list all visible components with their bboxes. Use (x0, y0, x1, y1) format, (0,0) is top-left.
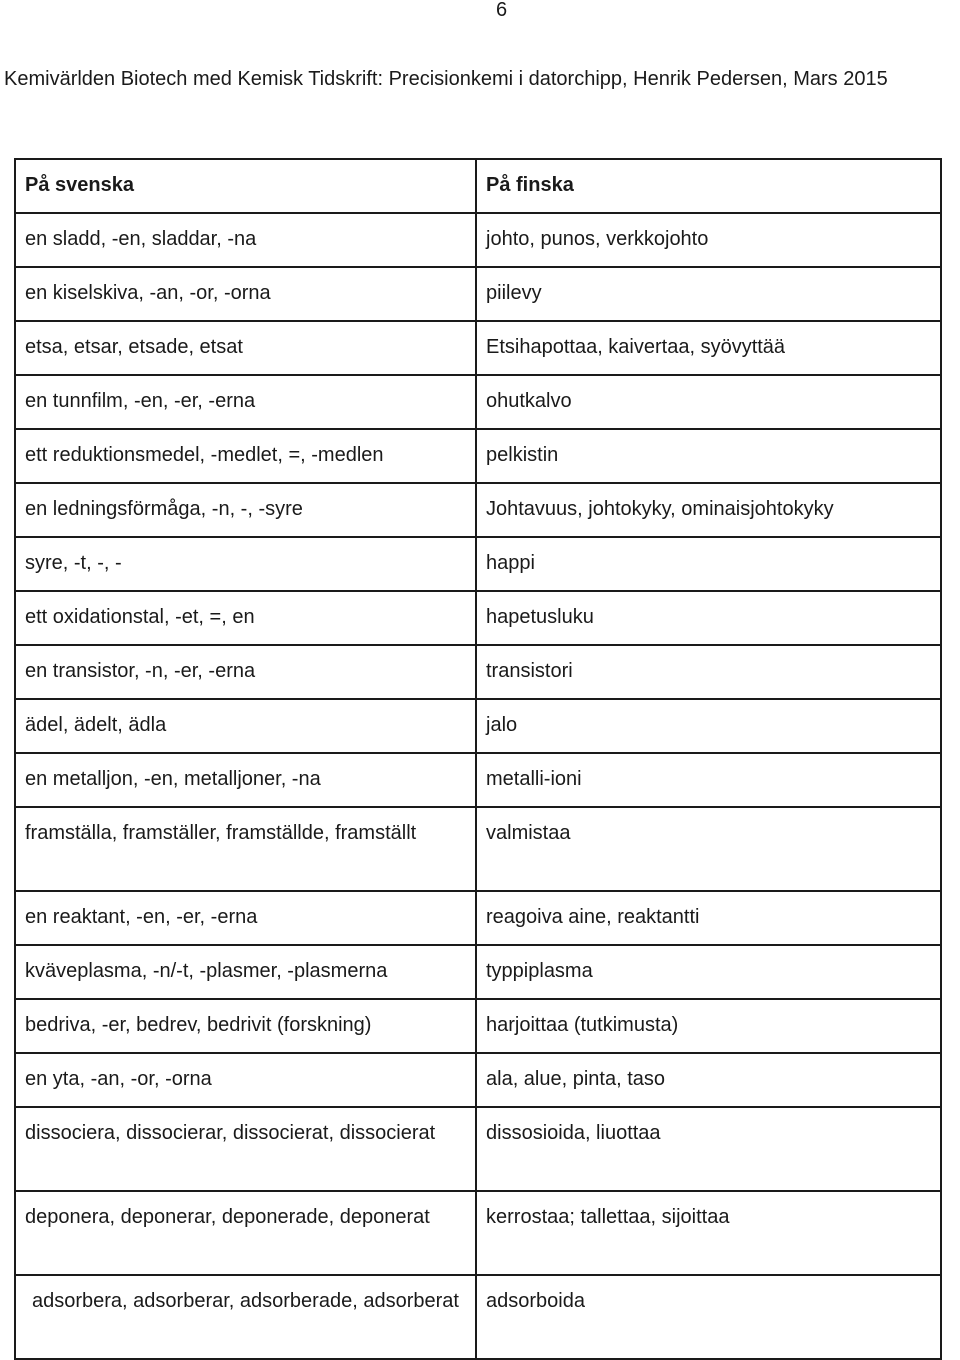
header-finnish: På finska (476, 159, 941, 213)
table-row (15, 699, 941, 753)
swedish-term: syre, -t, -, - (15, 537, 476, 591)
swedish-term: en ledningsförmåga, -n, -, -syre (15, 483, 476, 537)
header-swedish: På svenska (15, 159, 476, 213)
finnish-term: happi (476, 537, 941, 591)
document-title: Kemivärlden Biotech med Kemisk Tidskrift: Precisionkemi i datorchipp, Henrik Pedersen, Mars 2015 (4, 68, 888, 90)
finnish-term: jalo (476, 699, 941, 753)
finnish-term: transistori (476, 645, 941, 699)
finnish-term: dissosioida, liuottaa (476, 1107, 941, 1191)
finnish-term: typpiplasma (476, 945, 941, 999)
finnish-term: valmistaa (476, 807, 941, 891)
table-row (15, 591, 941, 645)
swedish-term: ett oxidationstal, -et, =, en (15, 591, 476, 645)
finnish-term: metalli-ioni (476, 753, 941, 807)
table-row (15, 645, 941, 699)
table-row (15, 891, 941, 945)
finnish-term: kerrostaa; tallettaa, sijoittaa (476, 1191, 941, 1275)
table-header-row (15, 159, 941, 213)
finnish-term: hapetusluku (476, 591, 941, 645)
table-row (15, 1275, 941, 1359)
swedish-term: etsa, etsar, etsade, etsat (15, 321, 476, 375)
table-row (15, 429, 941, 483)
finnish-term: adsorboida (476, 1275, 941, 1359)
table-row (15, 999, 941, 1053)
swedish-term: ett reduktionsmedel, -medlet, =, -medlen (15, 429, 476, 483)
page-number: 6 (496, 0, 508, 21)
swedish-term: en metalljon, -en, metalljoner, -na (15, 753, 476, 807)
table-row (15, 375, 941, 429)
table-row (15, 213, 941, 267)
swedish-term: ädel, ädelt, ädla (15, 699, 476, 753)
table-row (15, 807, 941, 891)
finnish-term: reagoiva aine, reaktantti (476, 891, 941, 945)
table-row (15, 1191, 941, 1275)
swedish-term: en kiselskiva, -an, -or, -orna (15, 267, 476, 321)
swedish-term: en sladd, -en, sladdar, -na (15, 213, 476, 267)
table-row (15, 753, 941, 807)
finnish-term: johto, punos, verkkojohto (476, 213, 941, 267)
swedish-term: kväveplasma, -n/-t, -plasmer, -plasmerna (15, 945, 476, 999)
finnish-term: Etsihapottaa, kaivertaa, syövyttää (476, 321, 941, 375)
table-row (15, 321, 941, 375)
swedish-term: en tunnfilm, -en, -er, -erna (15, 375, 476, 429)
table-row (15, 945, 941, 999)
finnish-term: ala, alue, pinta, taso (476, 1053, 941, 1107)
table-row (15, 483, 941, 537)
swedish-term: bedriva, -er, bedrev, bedrivit (forskning) (15, 999, 476, 1053)
finnish-term: piilevy (476, 267, 941, 321)
swedish-term: adsorbera, adsorberar, adsorberade, adsorberat (15, 1275, 476, 1359)
finnish-term: harjoittaa (tutkimusta) (476, 999, 941, 1053)
swedish-term: en yta, -an, -or, -orna (15, 1053, 476, 1107)
swedish-term: en transistor, -n, -er, -erna (15, 645, 476, 699)
finnish-term: Johtavuus, johtokyky, ominaisjohtokyky (476, 483, 941, 537)
table-row (15, 1107, 941, 1191)
swedish-term: framställa, framställer, framställde, framställt (15, 807, 476, 891)
finnish-term: ohutkalvo (476, 375, 941, 429)
table-row (15, 537, 941, 591)
table-row (15, 1053, 941, 1107)
table-row (15, 267, 941, 321)
glossary-table (14, 158, 942, 1360)
swedish-term: deponera, deponerar, deponerade, deponerat (15, 1191, 476, 1275)
finnish-term: pelkistin (476, 429, 941, 483)
swedish-term: en reaktant, -en, -er, -erna (15, 891, 476, 945)
swedish-term: dissociera, dissocierar, dissocierat, dissocierat (15, 1107, 476, 1191)
